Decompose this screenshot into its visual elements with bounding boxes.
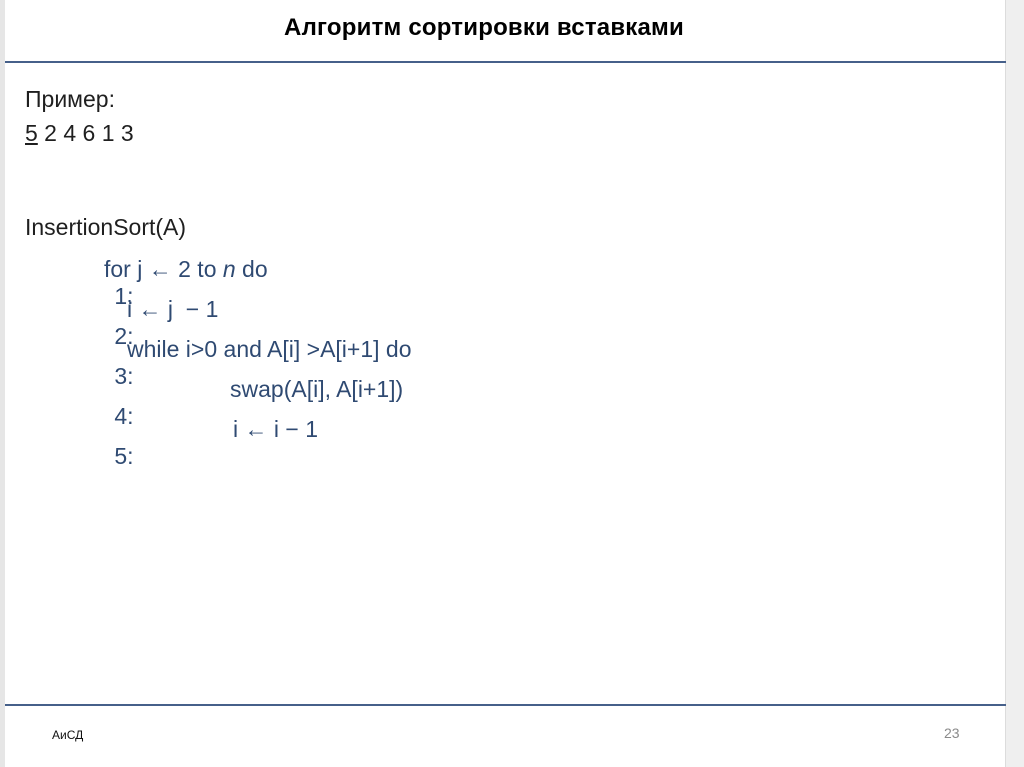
line-text: while i>0 and A[i] >A[i+1] do [127,336,412,362]
slide-title: Алгоритм сортировки вставками [284,14,684,41]
line-number: 2: [114,323,134,349]
footer-divider [5,704,1006,706]
footer-course-name: АиСД [52,728,84,742]
line-text-part: do [235,256,268,282]
example-label: Пример: [25,86,115,112]
line-text: swap(A[i], A[i+1]) [230,376,404,402]
line-text: i ← i − 1 [233,416,319,442]
page-number: 23 [944,725,960,741]
title-divider [5,61,1006,63]
line-number: 1: [114,283,134,309]
line-text [104,256,268,283]
line-number: 4: [114,403,134,429]
pseudocode-line-5 [76,416,319,524]
line-number: 3: [114,363,134,389]
line-text: i ← j − 1 [127,296,219,322]
line-text-variable: n [222,256,236,282]
example-remaining-elements: 2 4 6 1 3 [37,120,134,146]
example-current-element: 5 [25,120,38,146]
pseudocode-title: InsertionSort(A) [25,214,187,240]
line-number: 5: [114,443,134,469]
line-text-part: for j ← 2 to [104,256,223,282]
slide-left-edge [0,0,5,767]
example-sequence [25,120,134,147]
slide-right-edge [1005,0,1024,767]
